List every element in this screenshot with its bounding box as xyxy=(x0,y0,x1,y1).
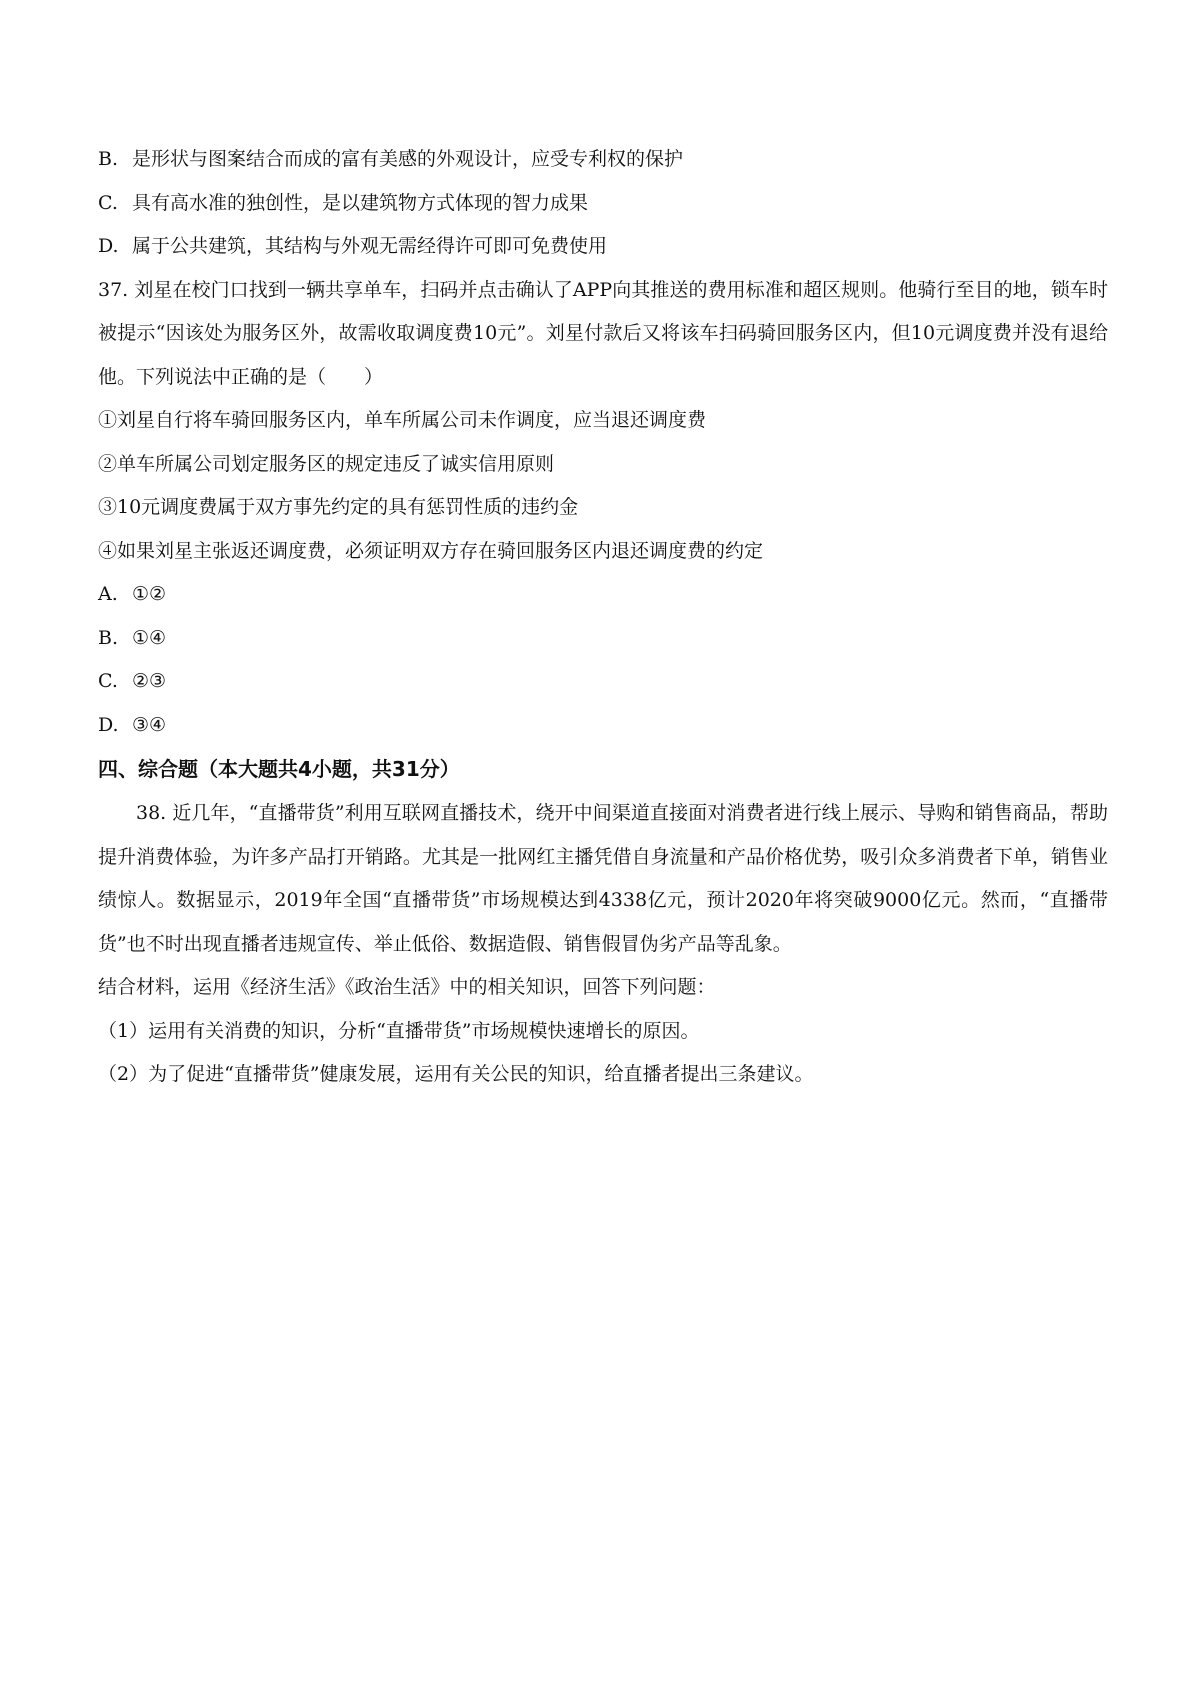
question-38-instruction: 结合材料，运用《经济生活》《政治生活》中的相关知识，回答下列问题： xyxy=(98,976,716,998)
option-text: 具有高水准的独创性，是以建筑物方式体现的智力成果 xyxy=(132,191,589,214)
option-letter: D. xyxy=(98,235,119,257)
option-letter: B. xyxy=(98,626,119,649)
question-38-material: 38. 近几年，“直播带货”利用互联网直播技术，绕开中间渠道直接面对消费者进行线上展示、导购和销售商品，帮助提升消费体验，为许多产品打开销路。尤其是一批网红主播凭借自身流量和产品价格优势，吸引众多消费者下单，销售业绩惊人。数据显示，2019年全国“直播带货”市场规模达到4338亿元，预计2020年将突破9000亿元。然而，“直播带货”也不时出现直播者违规宣传、举止低俗、数据造假、销售假冒伪劣产品等乱象。 xyxy=(98,802,1108,955)
option-letter: B. xyxy=(98,148,119,170)
option-text: 属于公共建筑，其结构与外观无需经得许可即可免费使用 xyxy=(132,235,608,257)
q37-statement-1: ①刘星自行将车骑回服务区内，单车所属公司未作调度，应当退还调度费 xyxy=(98,409,707,431)
question-38-sub-1: （1）运用有关消费的知识，分析“直播带货”市场规模快速增长的原因。 xyxy=(98,1019,700,1042)
option-text: ①② xyxy=(132,583,167,605)
q37-statement-4: ④如果刘星主张返还调度费，必须证明双方存在骑回服务区内退还调度费的约定 xyxy=(98,539,764,562)
option-letter: C. xyxy=(98,670,118,692)
question-37-stem: 37. 刘星在校门口找到一辆共享单车，扫码并点击确认了APP向其推送的费用标准和超区规则。他骑行至目的地，锁车时被提示“因该处为服务区外，故需收取调度费10元”。刘星付款后又将该车扫码骑回服务区内，但10元调度费并没有退给他。下列说法中正确的是（ ） xyxy=(98,278,1108,388)
option-text: ②③ xyxy=(132,670,167,692)
prev-option-d xyxy=(98,225,1108,269)
option-text: ①④ xyxy=(132,626,167,649)
option-letter: D. xyxy=(98,713,119,736)
q37-statement-3: ③10元调度费属于双方事先约定的具有惩罚性质的违约金 xyxy=(98,496,579,518)
q37-option-d xyxy=(98,704,1108,748)
page-content xyxy=(98,138,1108,1097)
q37-statement-2: ②单车所属公司划定服务区的规定违反了诚实信用原则 xyxy=(98,452,555,475)
q37-option-a xyxy=(98,573,1108,617)
q37-option-b xyxy=(98,617,1108,661)
option-letter: A. xyxy=(98,583,118,605)
prev-option-b xyxy=(98,138,1108,182)
prev-option-c xyxy=(98,182,1108,226)
option-letter: C. xyxy=(98,191,118,214)
section-4-heading: 四、综合题（本大题共4小题，共31分） xyxy=(98,757,460,781)
option-text: 是形状与图案结合而成的富有美感的外观设计，应受专利权的保护 xyxy=(132,148,684,170)
option-text: ③④ xyxy=(132,713,167,736)
question-38-sub-2: （2）为了促进“直播带货”健康发展，运用有关公民的知识，给直播者提出三条建议。 xyxy=(98,1063,814,1085)
q37-option-c xyxy=(98,660,1108,704)
